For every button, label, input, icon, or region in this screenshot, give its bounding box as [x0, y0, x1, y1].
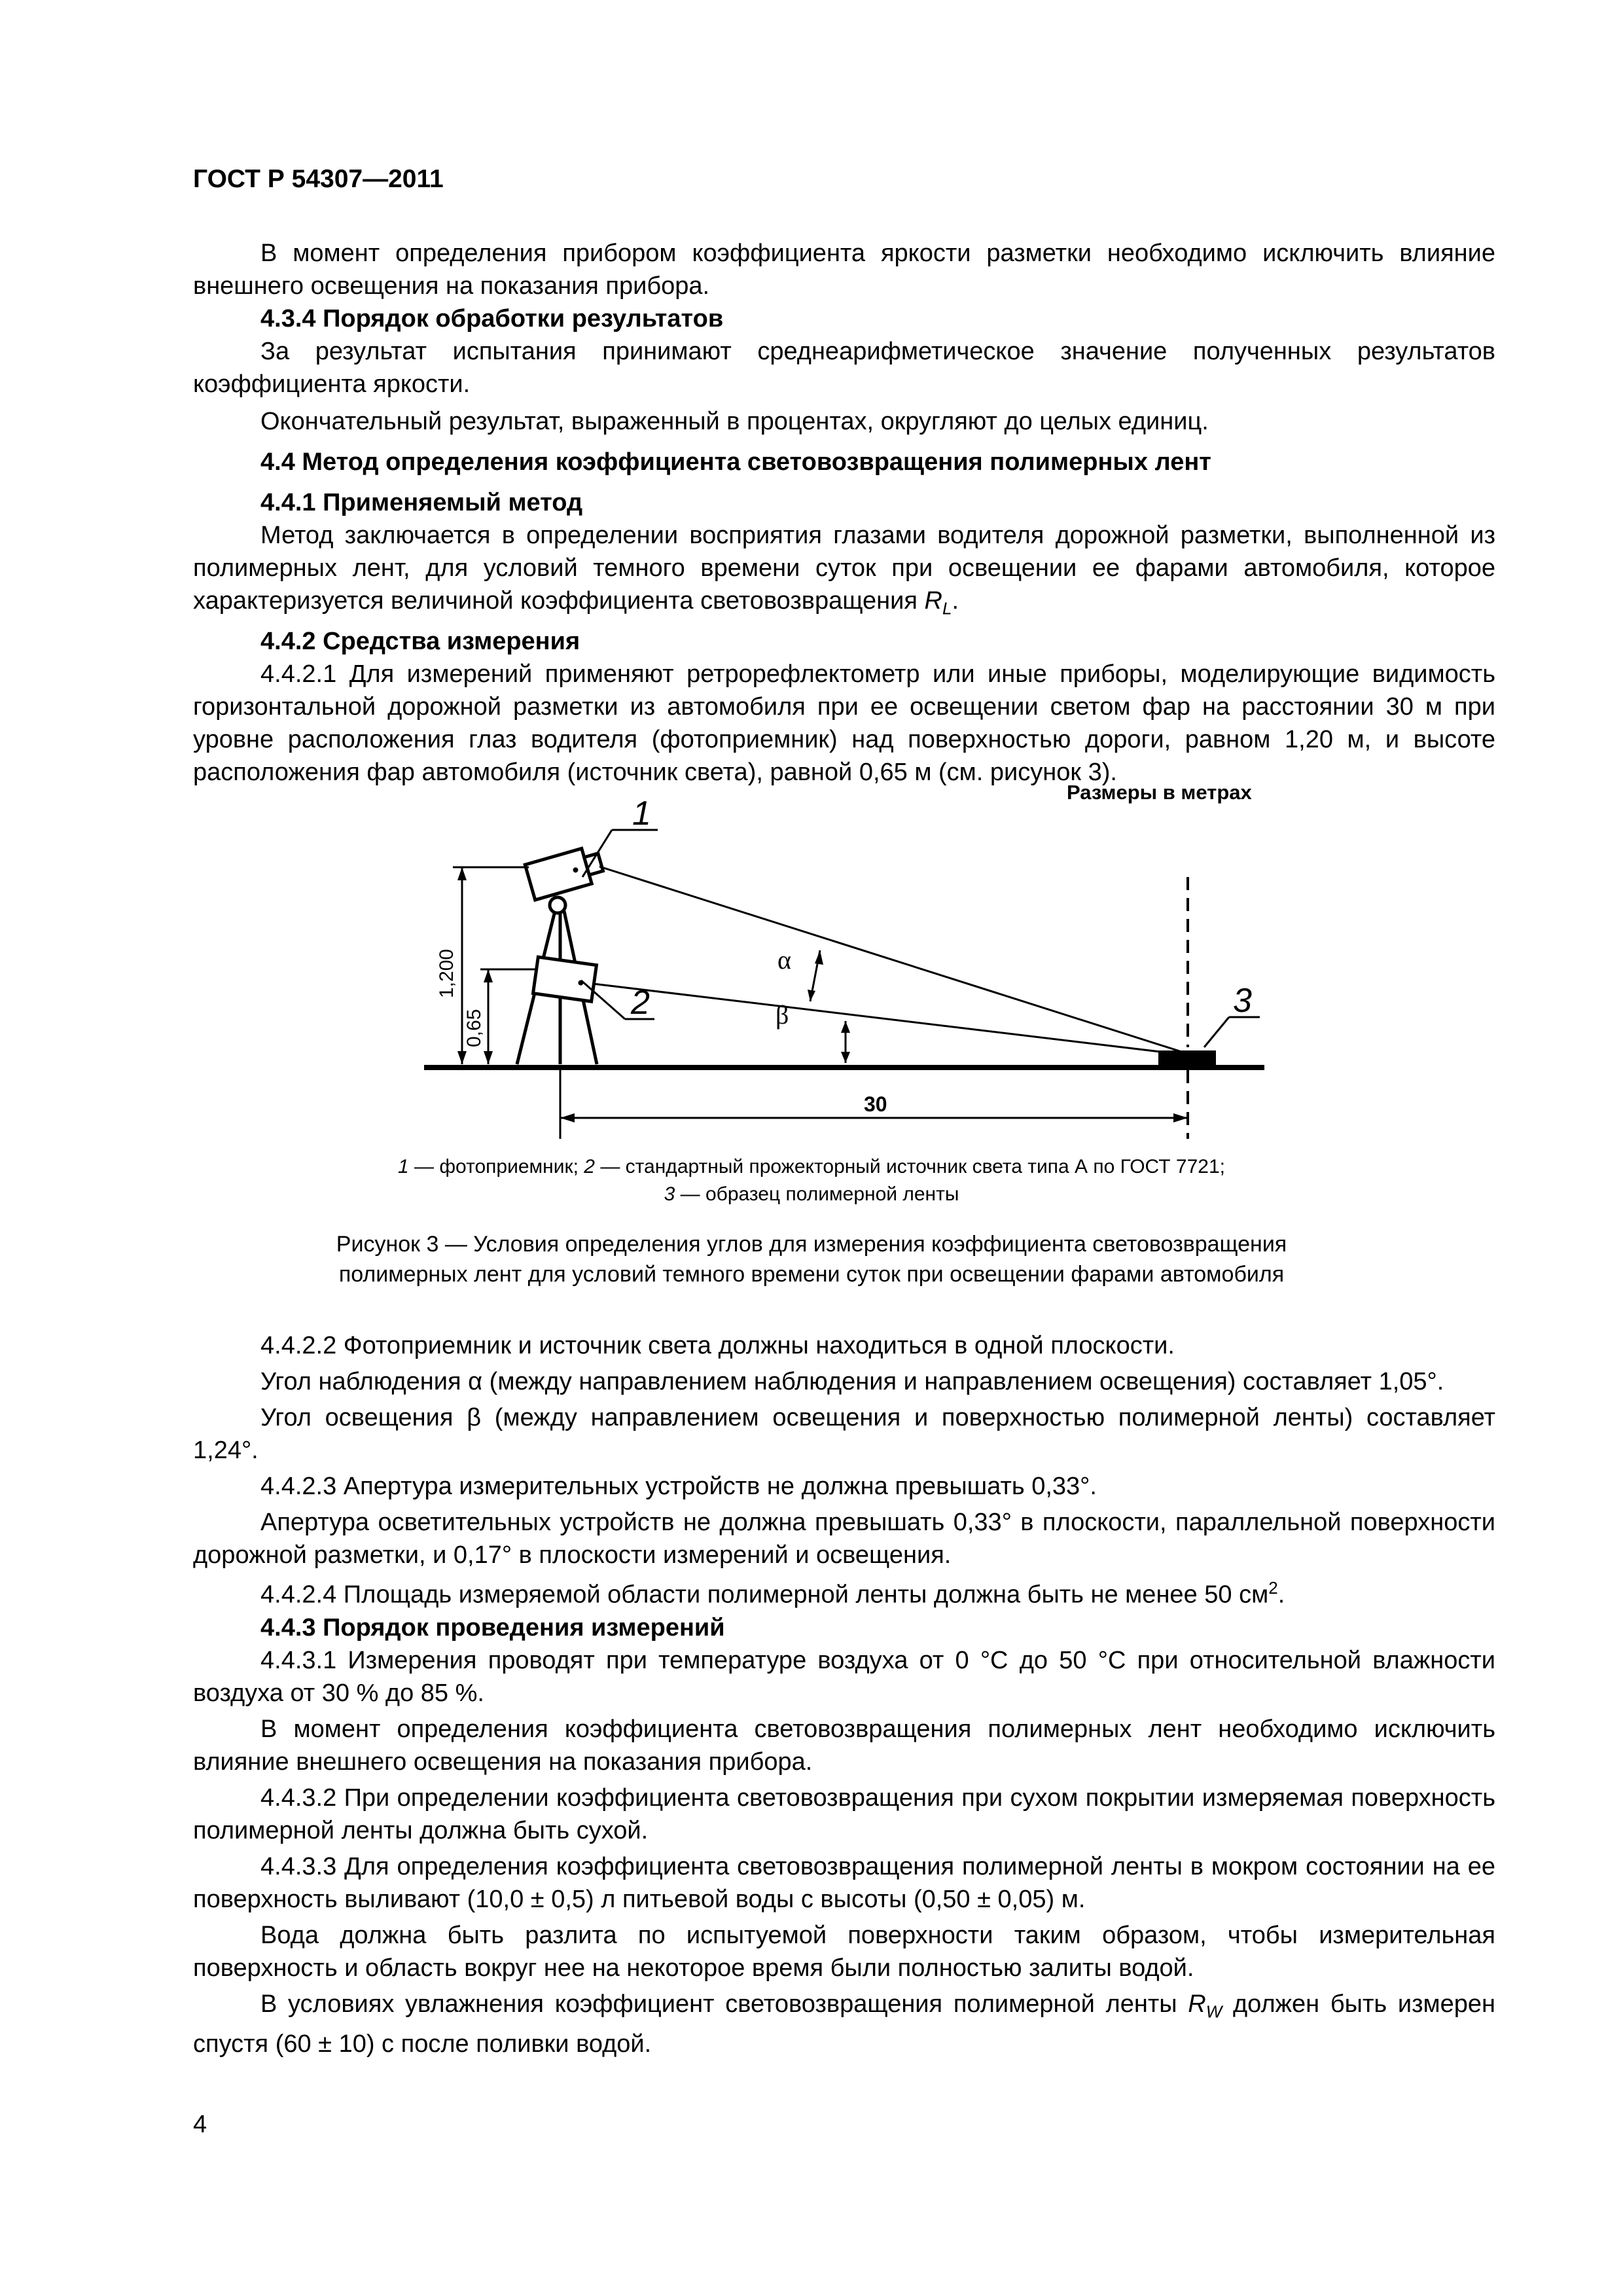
figure-3 — [0, 772, 1623, 1309]
dim-label-065: 0,65 — [463, 1009, 485, 1047]
section-heading-4-4: 4.4 Метод определения коэффициента световозвращения полимерных лент — [260, 448, 1211, 476]
figure-3-diagram — [0, 772, 1623, 1309]
paragraph: В момент определения прибором коэффициента яркости разметки необходимо исключить влияние внешнего освещения на показания прибора. — [193, 240, 1495, 300]
beta-label: β — [776, 1000, 789, 1030]
dim-label-1200: 1,200 — [436, 948, 457, 998]
paragraph-wet: В условиях увлажнения коэффициент световозвращения полимерной ленты $R_W$ должен быть измерен спустя (60 ± 10) с после поливки водой. — [193, 1990, 1496, 2058]
paragraph: В момент определения коэффициента световозвращения полимерных лент необходимо исключить влияние внешнего освещения на показания прибора. — [193, 1715, 1495, 1776]
paragraph-method: Метод заключается в определении восприятия глазами водителя дорожной разметки, выполненной из полимерных лент, для условий темного времени суток при освещении ее фарами автомобиля, которое характеризуется величиной коэффициента световозвращения $R_L$. — [193, 522, 1495, 619]
tripod-head — [550, 897, 565, 913]
paragraph: 4.4.2.3 Апертура измерительных устройств не должна превышать 0,33°. — [260, 1473, 1097, 1500]
section-heading-4-4-1: 4.4.1 Применяемый метод — [260, 489, 583, 516]
figure-legend — [262, 1153, 1361, 1208]
observation-ray — [599, 867, 1188, 1054]
paragraph: 4.4.2.1 Для измерений применяют ретрорефлектометр или иные приборы, моделирующие видимость горизонтальной дорожной разметки из автомобиля при ее освещении светом фар на расстоянии 30 м при уровне расположения глаз водителя (фотоприемник) над поверхностью дороги, равном 1,20 м, и высоте расположения фар автомобиля (источник света), равной 0,65 м (см. рисунок 3). — [193, 660, 1495, 786]
section-heading-4-4-2: 4.4.2 Средства измерения — [260, 627, 580, 655]
figure-caption: Рисунок 3 — Условия определения углов для измерения коэффициента световозвращения полимерных лент для условий темного времени суток при освещении фарами автомобиля — [336, 1232, 1287, 1287]
paragraph: За результат испытания принимают среднеарифметическое значение полученных результатов коэффициента яркости. — [193, 338, 1495, 398]
photodetector — [525, 844, 605, 900]
light-source — [533, 957, 597, 1001]
upper-text-block — [193, 237, 1495, 789]
paragraph: 4.4.3.3 Для определения коэффициента световозвращения полимерной ленты в мокром состоянии на ее поверхность выливают (10,0 ± 0,5) л питьевой воды с высоты (0,50 ± 0,05) м. — [193, 1852, 1495, 1913]
paragraph: Апертура осветительных устройств не должна превышать 0,33° в плоскости, параллельной поверхности дорожной разметки, и 0,17° в плоскости измерений и освещения. — [193, 1509, 1495, 1569]
paragraph: Окончательный результат, выраженный в процентах, округляют до целых единиц. — [260, 408, 1209, 435]
beta-arrow-top — [841, 1021, 850, 1033]
legend-line-1: 1 — фотоприемник; 2 — стандартный прожекторный источник света типа А по ГОСТ 7721; — [398, 1156, 1225, 1177]
beta-arrow-bottom — [841, 1052, 850, 1063]
page-number: 4 — [193, 2111, 207, 2138]
dimensions-note: Размеры в метрах — [1067, 781, 1252, 804]
alpha-label: α — [777, 945, 791, 975]
paragraph: Угол освещения β (между направлением освещения и поверхностью полимерной ленты) составляет 1,24°. — [193, 1404, 1495, 1464]
document-header: ГОСТ Р 54307—2011 — [193, 165, 444, 193]
section-heading-4-3-4: 4.3.4 Порядок обработки результатов — [260, 305, 724, 332]
figure-label-1: 1 — [632, 795, 651, 833]
section-heading-4-4-3: 4.4.3 Порядок проведения измерений — [260, 1613, 725, 1641]
illumination-ray — [593, 984, 1188, 1055]
legend-line-2: 3 — образец полимерной ленты — [664, 1183, 959, 1205]
figure-label-2: 2 — [631, 984, 650, 1022]
dim-label-30: 30 — [864, 1092, 887, 1116]
paragraph: 4.4.2.2 Фотоприемник и источник света должны находиться в одной плоскости. — [260, 1332, 1175, 1359]
leader-3 — [1204, 1017, 1229, 1047]
paragraph: 4.4.3.2 При определении коэффициента световозвращения при сухом покрытии измеряемая поверхность полимерной ленты должна быть сухой. — [193, 1784, 1495, 1844]
lower-text-block — [193, 1329, 1495, 2060]
paragraph: 4.4.3.1 Измерения проводят при температуре воздуха от 0 °С до 50 °С при относительной влажности воздуха от 30 % до 85 %. — [193, 1646, 1495, 1707]
paragraph: Угол наблюдения α (между направлением наблюдения и направлением освещения) составляет 1,05°. — [260, 1368, 1444, 1395]
figure-label-3: 3 — [1233, 982, 1252, 1020]
paragraph: Вода должна быть разлита по испытуемой поверхности таким образом, чтобы измерительная поверхность и область вокруг нее на некоторое время были полностью залиты водой. — [193, 1921, 1495, 1982]
paragraph-area: 4.4.2.4 Площадь измеряемой области полимерной ленты должна быть не менее 50 $см^2$. — [260, 1578, 1285, 1609]
